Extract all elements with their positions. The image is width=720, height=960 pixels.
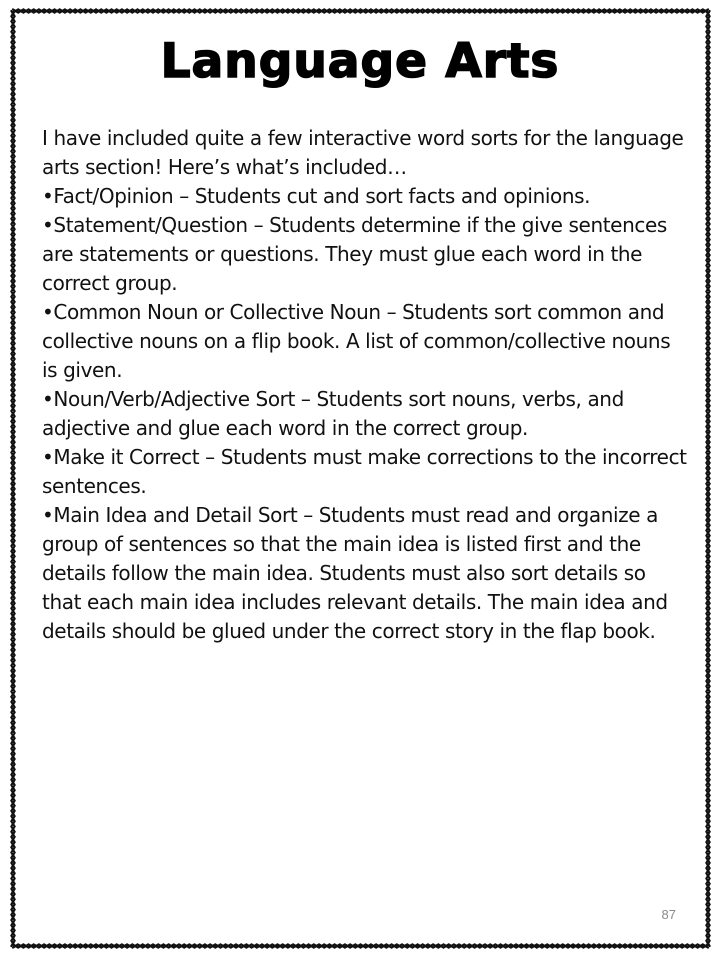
list-item: •Noun/Verb/Adjective Sort – Students sort nouns, verbs, and adjective and glue each word in the correct group.	[42, 387, 624, 440]
list-item: •Statement/Question – Students determine if the give sentences are statements or questions. They must glue each word in the correct group.	[42, 213, 667, 295]
list-item: •Common Noun or Collective Noun – Students sort common and collective nouns on a flip book. A list of common/collective nouns is given.	[42, 300, 671, 382]
list-item: •Make it Correct – Students must make corrections to the incorrect sentences.	[42, 445, 687, 498]
page-title: Language Arts	[160, 34, 560, 89]
list-item: •Fact/Opinion – Students cut and sort facts and opinions.	[42, 184, 591, 208]
list-item: •Main Idea and Detail Sort – Students must read and organize a group of sentences so that the main idea is listed first and the details follow the main idea. Students must also sort details so that each main idea includes relevant details. The main idea and details should be glued under the correct story in the flap book.	[42, 503, 668, 643]
body-text	[42, 124, 690, 646]
page-number: 87	[661, 907, 676, 922]
intro-paragraph: I have included quite a few interactive word sorts for the language arts section! Here’s what’s included…	[42, 126, 684, 179]
